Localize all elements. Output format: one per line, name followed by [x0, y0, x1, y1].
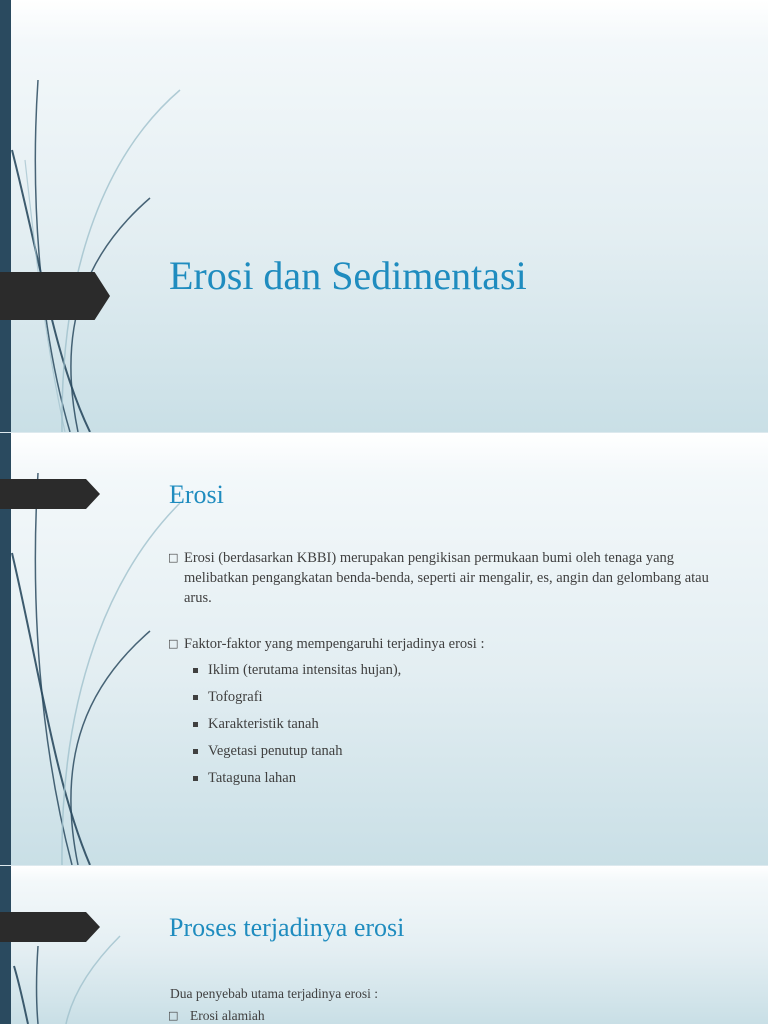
box-bullet-icon: □: [168, 1009, 179, 1022]
sub-bullet-item: [170, 738, 730, 765]
square-bullet-icon: [193, 722, 198, 727]
sub-bullet-item: [170, 657, 730, 684]
left-accent-bar: [0, 866, 11, 1024]
bullet-item: [170, 634, 730, 654]
decorative-curves: [0, 0, 200, 432]
sub-bullet-list: [170, 657, 730, 792]
slide-title: Proses terjadinya erosi: [169, 913, 405, 942]
bullet-text: Erosi alamiah: [190, 1008, 265, 1023]
square-bullet-icon: [193, 668, 198, 673]
bullet-text: Erosi (berdasarkan KBBI) merupakan pengikisan permukaan bumi oleh tenaga yang melibatkan pengangkatan benda-benda, seperti air mengalir, es, angin dan gelombang atau arus.: [184, 550, 709, 606]
slide-body: [170, 984, 730, 1024]
sub-bullet-text: Tofografi: [208, 689, 263, 705]
sub-bullet-text: Vegetasi penutup tanah: [208, 743, 343, 759]
sub-bullet-text: Karakteristik tanah: [208, 716, 319, 732]
square-bullet-icon: [193, 749, 198, 754]
bullet-item: [170, 1006, 730, 1024]
slide-title: Erosi dan Sedimentasi: [169, 253, 527, 298]
box-bullet-icon: □: [168, 551, 179, 564]
title-arrow-shape: [0, 479, 100, 509]
slide-title: Erosi: [169, 480, 224, 509]
square-bullet-icon: [193, 695, 198, 700]
sub-bullet-text: Iklim (terutama intensitas hujan),: [208, 662, 402, 678]
bullet-item: [170, 548, 730, 608]
sub-bullet-item: [170, 765, 730, 792]
title-slide: [0, 0, 768, 432]
left-accent-bar: [0, 0, 11, 432]
sub-bullet-item: [170, 711, 730, 738]
title-arrow-shape: [0, 912, 100, 942]
bullet-text: Faktor-faktor yang mempengaruhi terjadinya erosi :: [184, 636, 485, 652]
proses-erosi-slide: [0, 866, 768, 1024]
sub-bullet-item: [170, 684, 730, 711]
slide-body: [170, 548, 730, 792]
box-bullet-icon: □: [168, 637, 179, 650]
square-bullet-icon: [193, 776, 198, 781]
sub-bullet-text: Tataguna lahan: [208, 770, 296, 786]
title-arrow-shape: [0, 272, 110, 320]
erosi-slide: [0, 433, 768, 865]
intro-text: Dua penyebab utama terjadinya erosi :: [170, 986, 379, 1001]
